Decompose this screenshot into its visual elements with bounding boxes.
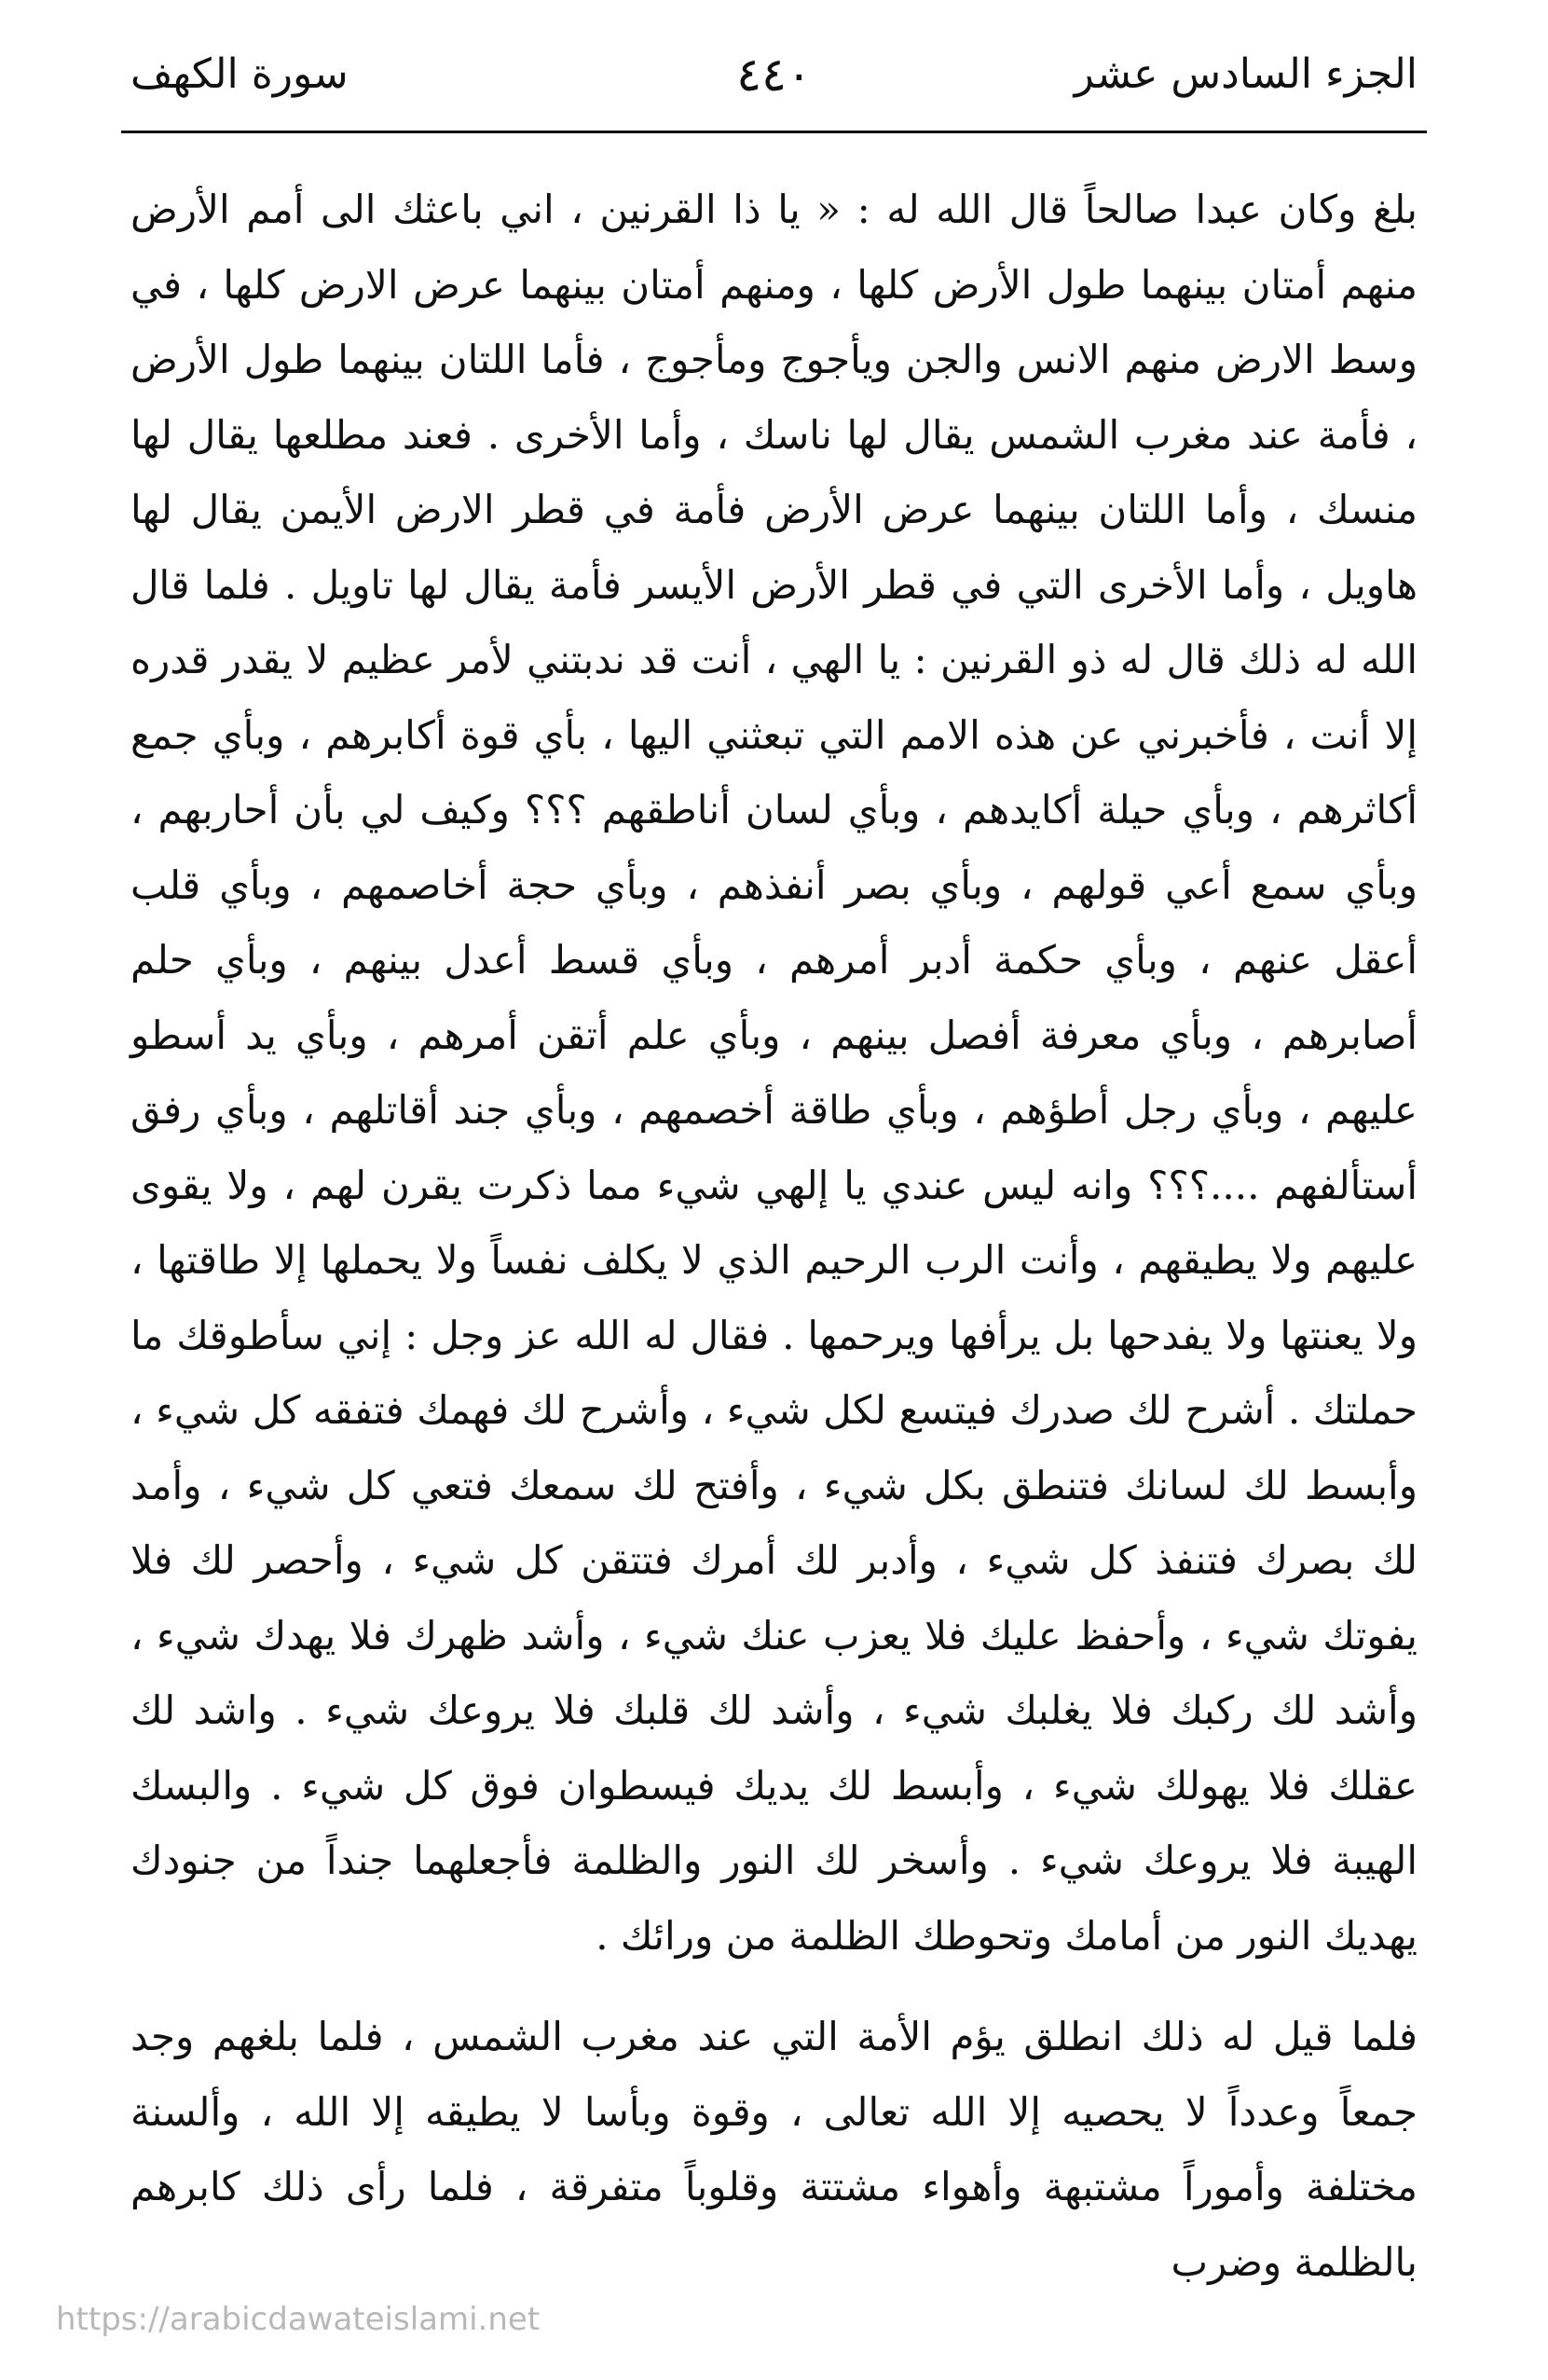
juz-label: الجزء السادس عشر	[1074, 50, 1418, 98]
page-header	[121, 37, 1427, 112]
page-number: ٤٤٠	[736, 48, 812, 102]
surah-label: سورة الكهف	[130, 50, 349, 98]
paragraph-2: فلما قيل له ذلك انطلق يؤم الأمة التي عند مغرب الشمس ، فلما بلغهم وجد جمعاً وعدداً لا يحصيه إلا الله تعالى ، وقوة وبأسا لا يطيقه إلا الله ، وألسنة مختلفة وأموراً مشتبهة وأهواء مشتتة وقلوباً متفرقة ، فلما رأى ذلك كابرهم بالظلمة وضرب	[130, 2014, 1418, 2285]
header-divider	[121, 131, 1427, 133]
watermark-url: https://arabicdawateislami.net	[56, 2301, 541, 2338]
paragraph-1: بلغ وكان عبدا صالحاً قال الله له : « يا ذا القرنين ، اني باعثك الى أمم الأرض منهم أمتان بينهما طول الأرض كلها ، ومنهم أمتان بينهما عرض الارض كلها ، في وسط الارض منهم الانس والجن ويأجوج ومأجوج ، فأما اللتان بينهما طول الأرض ، فأمة عند مغرب الشمس يقال لها ناسك ، وأما الأخرى . فعند مطلعها يقال لها منسك ، وأما اللتان بينهما عرض الأرض فأمة في قطر الارض الأيمن يقال لها هاويل ، وأما الأخرى التي في قطر الأرض الأيسر فأمة يقال لها تاويل . فلما قال الله له ذلك قال له ذو القرنين : يا الهي ، أنت قد ندبتني لأمر عظيم لا يقدر قدره إلا أنت ، فأخبرني عن هذه الامم التي تبعثني اليها ، بأي قوة أكابرهم ، وبأي جمع أكاثرهم ، وبأي حيلة أكايدهم ، وبأي لسان أناطقهم ؟؟؟ وكيف لي بأن أحاربهم ، وبأي سمع أعي قولهم ، وبأي بصر أنفذهم ، وبأي حجة أخاصمهم ، وبأي قلب أعقل عنهم ، وبأي حكمة أدبر أمرهم ، وبأي قسط أعدل بينهم ، وبأي حلم أصابرهم ، وبأي معرفة أفصل بينهم ، وبأي علم أتقن أمرهم ، وبأي يد أسطو عليهم ، وبأي رجل أطؤهم ، وبأي طاقة أخصمهم ، وبأي جند أقاتلهم ، وبأي رفق أستألفهم ....؟؟؟ وانه ليس عندي يا إلهي شيء مما ذكرت يقرن لهم ، ولا يقوى عليهم ولا يطيقهم ، وأنت الرب الرحيم الذي لا يكلف نفساً ولا يحملها إلا طاقتها ، ولا يعنتها ولا يفدحها بل يرأفها ويرحمها . فقال له الله عز وجل : إني سأطوقك ما حملتك . أشرح لك صدرك فيتسع لكل شيء ، وأشرح لك فهمك فتفقه كل شيء ، وأبسط لك لسانك فتنطق بكل شيء ، وأفتح لك سمعك فتعي كل شيء ، وأمد لك بصرك فتنفذ كل شيء ، وأدبر لك أمرك فتتقن كل شيء ، وأحصر لك فلا يفوتك شيء ، وأحفظ عليك فلا يعزب عنك شيء ، وأشد ظهرك فلا يهدك شيء ، وأشد لك ركبك فلا يغلبك شيء ، وأشد لك قلبك فلا يروعك شيء . واشد لك عقلك فلا يهولك شيء ، وأبسط لك يديك فيسطوان فوق كل شيء . والبسك الهيبة فلا يروعك شيء . وأسخر لك النور والظلمة فأجعلهما جنداً من جنودك يهديك النور من أمامك وتحوطك الظلمة من ورائك .	[130, 186, 1418, 1959]
main-text	[130, 172, 1418, 2300]
